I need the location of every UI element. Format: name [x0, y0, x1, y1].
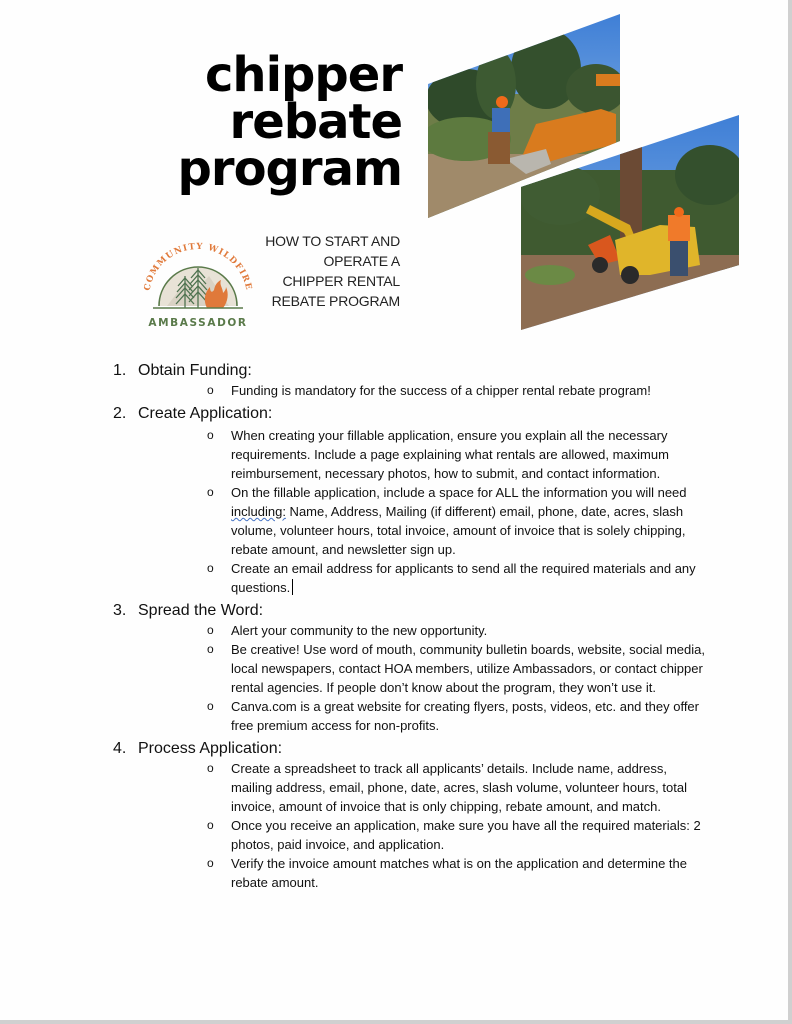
subtitle-line: CHIPPER RENTAL	[282, 273, 400, 289]
subtitle-line: REBATE PROGRAM	[271, 293, 400, 309]
grammar-flagged-word[interactable]: including:	[231, 504, 286, 519]
step-number: 2.	[113, 405, 127, 422]
bullet-text	[231, 485, 687, 557]
step-title: Obtain Funding:	[138, 362, 252, 379]
step-obtain-funding	[0, 360, 788, 400]
bullet-text-post: Name, Address, Mailing (if different) email, phone, date, acres, slash volume, volunteer hours, total invoice, amount of invoice that is solely chipping, rebate amount, and newsletter sign up.	[231, 504, 686, 557]
bullet-icon: o	[207, 699, 214, 713]
bullet-text: Create a spreadsheet to track all applicants’ details. Include name, address, mailing address, email, phone, date, acres, slash volume, volunteer hours, total invoice, amount of invoice that is only chipping, rebate amount, and match.	[231, 761, 687, 814]
text-cursor	[292, 579, 293, 595]
bullet-icon: o	[207, 818, 214, 832]
step-heading	[0, 600, 788, 621]
list-item	[0, 759, 788, 816]
bullet-text: Verify the invoice amount matches what is on the application and determine the rebate amount.	[231, 856, 687, 890]
step-spread-the-word	[0, 600, 788, 735]
step-heading	[0, 403, 788, 424]
step-number: 4.	[113, 740, 127, 757]
subtitle-line: HOW TO START AND	[265, 233, 400, 249]
step-title: Process Application:	[138, 740, 283, 757]
bullet-text: Alert your community to the new opportunity.	[231, 623, 488, 638]
list-item	[0, 426, 788, 483]
bullet-text: When creating your fillable application, ensure you explain all the necessary requirements. Include a page explaining what rentals are allowed, maximum reimbursement, necessary photos, how to submit, and contact information.	[231, 428, 669, 481]
logo-bottom-text: AMBASSADOR	[148, 317, 248, 329]
bullet-text: Once you receive an application, make sure you have all the required materials: 2 photos, paid invoice, and application.	[231, 818, 701, 852]
photo-chipper-and-tractor	[520, 115, 742, 330]
bullet-icon: o	[207, 428, 214, 442]
bullet-text: Canva.com is a great website for creating flyers, posts, videos, etc. and they offer free premium access for non-profits.	[231, 699, 699, 733]
bullet-text: Be creative! Use word of mouth, community bulletin boards, website, social media, local newspapers, contact HOA members, utilize Ambassadors, or contact chipper rental agencies. If people don’t know about the program, they won’t use it.	[231, 642, 705, 695]
bullet-icon: o	[207, 561, 214, 575]
document-subtitle	[235, 231, 400, 311]
bullet-icon: o	[207, 761, 214, 775]
list-item	[0, 621, 788, 640]
step-title: Spread the Word:	[138, 602, 264, 619]
bullet-icon: o	[207, 485, 214, 499]
list-item	[0, 559, 788, 597]
step-create-application	[0, 403, 788, 597]
bullet-text-pre: On the fillable application, include a space for ALL the information you will need	[231, 485, 687, 500]
title-line: rebate	[229, 94, 402, 150]
list-item	[0, 697, 788, 735]
bullet-icon: o	[207, 383, 214, 397]
list-item	[0, 640, 788, 697]
steps-list	[0, 360, 788, 892]
logo-arc-text: COMMUNITY WILDFIRE	[142, 241, 254, 292]
document-title	[140, 47, 402, 197]
step-heading	[0, 360, 788, 381]
bullet-text: Funding is mandatory for the success of a chipper rental rebate program!	[231, 383, 651, 398]
step-number: 1.	[113, 362, 127, 379]
bullet-icon: o	[207, 642, 214, 656]
step-number: 3.	[113, 602, 127, 619]
bullet-icon: o	[207, 623, 214, 637]
title-line: chipper	[204, 47, 402, 103]
title-line: program	[177, 141, 402, 197]
bullet-text: Create an email address for applicants to send all the required materials and any questions.	[231, 561, 696, 595]
list-item	[0, 854, 788, 892]
step-heading	[0, 738, 788, 759]
list-item	[0, 816, 788, 854]
step-process-application	[0, 738, 788, 892]
list-item	[0, 381, 788, 400]
bullet-icon: o	[207, 856, 214, 870]
step-title: Create Application:	[138, 405, 273, 422]
subtitle-line: OPERATE A	[323, 253, 400, 269]
list-item	[0, 483, 788, 559]
